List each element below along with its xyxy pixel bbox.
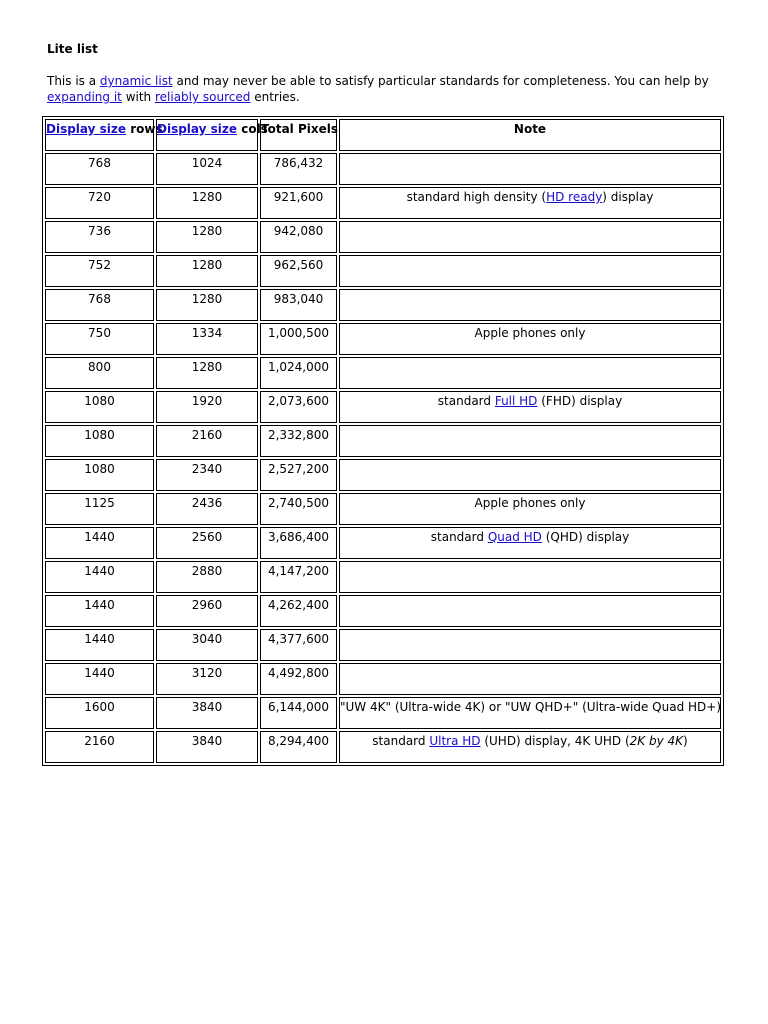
cell-cols: 1280	[156, 289, 258, 321]
table-row	[45, 629, 721, 661]
cell-total-pixels: 2,740,500	[260, 493, 337, 525]
note-text: standard	[372, 734, 430, 748]
table-row	[45, 663, 721, 695]
note-text: (UHD) display, 4K UHD (	[480, 734, 630, 748]
intro-text: entries.	[250, 90, 300, 104]
cell-total-pixels: 2,332,800	[260, 425, 337, 457]
cell-cols: 2436	[156, 493, 258, 525]
intro-text: with	[121, 90, 155, 104]
note-text: )	[683, 734, 688, 748]
header-rows	[45, 119, 163, 151]
expanding-it-link[interactable]: expanding it	[47, 90, 122, 104]
cell-note: Apple phones only	[339, 323, 721, 355]
cell-note	[339, 663, 721, 695]
table-row	[45, 153, 721, 185]
dynamic-list-link[interactable]: dynamic list	[99, 74, 173, 88]
cell-cols: 1280	[156, 187, 258, 219]
cell-total-pixels: 942,080	[260, 221, 337, 253]
cell-total-pixels: 1,000,500	[260, 323, 337, 355]
cell-total-pixels: 4,147,200	[260, 561, 337, 593]
cell-total-pixels: 2,527,200	[260, 459, 337, 491]
cell-total-pixels: 3,686,400	[260, 527, 337, 559]
table-row	[45, 289, 721, 321]
table-row	[45, 323, 721, 355]
note-text: (FHD) display	[537, 394, 623, 408]
cell-note	[339, 629, 721, 661]
page-title: Lite list	[47, 42, 98, 56]
table-row	[45, 187, 721, 219]
note-text: standard high density (	[406, 190, 547, 204]
cell-rows: 752	[45, 255, 154, 287]
intro-text: This is a	[47, 74, 100, 88]
cell-total-pixels: 4,492,800	[260, 663, 337, 695]
cell-rows: 1440	[45, 561, 154, 593]
cell-cols: 3040	[156, 629, 258, 661]
table-row	[45, 595, 721, 627]
cell-total-pixels: 6,144,000	[260, 697, 337, 729]
cell-rows: 720	[45, 187, 154, 219]
table-row	[45, 731, 721, 763]
cell-cols: 1280	[156, 221, 258, 253]
table-row	[45, 425, 721, 457]
cell-cols: 1334	[156, 323, 258, 355]
cell-cols: 2340	[156, 459, 258, 491]
cell-rows: 1080	[45, 391, 154, 423]
header-cols	[156, 119, 268, 151]
cell-cols: 3120	[156, 663, 258, 695]
cell-cols: 2160	[156, 425, 258, 457]
cell-rows: 1440	[45, 663, 154, 695]
display-size-link[interactable]: Display size	[157, 122, 238, 136]
table-row	[45, 697, 721, 729]
cell-note	[339, 221, 721, 253]
cell-total-pixels: 786,432	[260, 153, 337, 185]
cell-total-pixels: 983,040	[260, 289, 337, 321]
header-rows-suffix: rows	[126, 122, 163, 136]
cell-cols: 3840	[156, 697, 258, 729]
cell-cols: 3840	[156, 731, 258, 763]
cell-note	[339, 425, 721, 457]
cell-cols: 1280	[156, 357, 258, 389]
cell-note	[339, 289, 721, 321]
cell-rows: 1125	[45, 493, 154, 525]
header-total-pixels: Total Pixels	[260, 119, 337, 151]
note-link[interactable]: Ultra HD	[429, 734, 481, 748]
table-row	[45, 255, 721, 287]
table-row	[45, 527, 721, 559]
display-size-link[interactable]: Display size	[46, 122, 127, 136]
note-link[interactable]: Full HD	[494, 394, 538, 408]
note-text: (QHD) display	[541, 530, 630, 544]
intro-text: and may never be able to satisfy particular standards for completeness. You can help by	[172, 74, 709, 88]
cell-rows: 750	[45, 323, 154, 355]
note-italic-text: 2K by 4K	[629, 734, 684, 748]
cell-note	[339, 357, 721, 389]
cell-rows: 768	[45, 153, 154, 185]
table-row	[45, 493, 721, 525]
cell-note	[339, 391, 721, 423]
cell-note	[339, 527, 721, 559]
cell-rows: 1080	[45, 459, 154, 491]
cell-note	[339, 153, 721, 185]
reliably-sourced-link[interactable]: reliably sourced	[154, 90, 251, 104]
note-text: standard	[430, 530, 488, 544]
cell-total-pixels: 4,377,600	[260, 629, 337, 661]
cell-total-pixels: 921,600	[260, 187, 337, 219]
header-note: Note	[339, 119, 721, 151]
header-cols-suffix: cols	[237, 122, 268, 136]
cell-rows: 1600	[45, 697, 154, 729]
cell-cols: 1024	[156, 153, 258, 185]
table-row	[45, 221, 721, 253]
cell-cols: 2960	[156, 595, 258, 627]
cell-note	[339, 731, 721, 763]
cell-note	[339, 459, 721, 491]
cell-total-pixels: 962,560	[260, 255, 337, 287]
cell-cols: 2880	[156, 561, 258, 593]
cell-note	[339, 595, 721, 627]
table-row	[45, 357, 721, 389]
cell-note	[339, 561, 721, 593]
cell-total-pixels: 4,262,400	[260, 595, 337, 627]
table-row	[45, 561, 721, 593]
cell-cols: 1920	[156, 391, 258, 423]
cell-rows: 2160	[45, 731, 154, 763]
cell-total-pixels: 1,024,000	[260, 357, 337, 389]
cell-total-pixels: 2,073,600	[260, 391, 337, 423]
table-header-row	[45, 119, 721, 151]
note-link[interactable]: Quad HD	[487, 530, 542, 544]
cell-rows: 1440	[45, 595, 154, 627]
cell-rows: 768	[45, 289, 154, 321]
cell-cols: 1280	[156, 255, 258, 287]
cell-rows: 1440	[45, 629, 154, 661]
cell-rows: 1440	[45, 527, 154, 559]
cell-note: Apple phones only	[339, 493, 721, 525]
cell-rows: 1080	[45, 425, 154, 457]
cell-rows: 800	[45, 357, 154, 389]
cell-rows: 736	[45, 221, 154, 253]
table-row	[45, 459, 721, 491]
cell-note	[339, 187, 721, 219]
resolution-table	[42, 116, 724, 766]
cell-total-pixels: 8,294,400	[260, 731, 337, 763]
cell-note	[339, 255, 721, 287]
table-row	[45, 391, 721, 423]
note-text: ) display	[602, 190, 654, 204]
cell-note: "UW 4K" (Ultra-wide 4K) or "UW QHD+" (Ultra-wide Quad HD+)	[339, 697, 721, 729]
note-text: standard	[437, 394, 495, 408]
intro-paragraph	[47, 73, 727, 105]
cell-cols: 2560	[156, 527, 258, 559]
note-link[interactable]: HD ready	[546, 190, 603, 204]
